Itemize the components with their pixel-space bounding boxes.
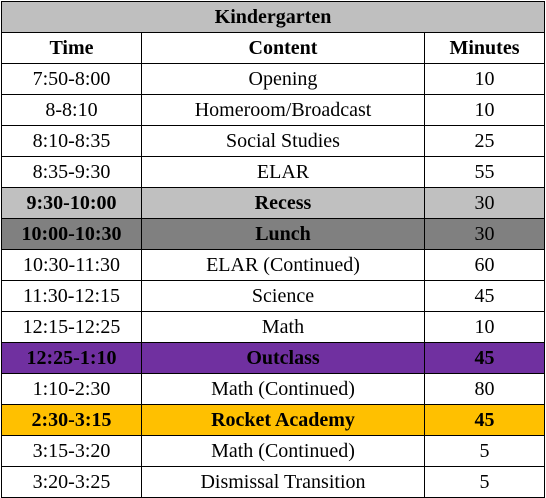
table-row — [2, 312, 545, 343]
minutes-cell: 45 — [425, 343, 545, 374]
content-column-header: Content — [142, 33, 425, 64]
content-cell: Rocket Academy — [142, 405, 425, 436]
time-column-header: Time — [2, 33, 142, 64]
lunch-row — [2, 219, 545, 250]
minutes-cell: 80 — [425, 374, 545, 405]
header-row — [2, 33, 545, 64]
time-cell: 7:50-8:00 — [2, 64, 142, 95]
content-cell: Recess — [142, 188, 425, 219]
time-cell: 12:15-12:25 — [2, 312, 142, 343]
table-row — [2, 374, 545, 405]
table-row — [2, 436, 545, 467]
table-row — [2, 467, 545, 498]
table-title: Kindergarten — [2, 2, 545, 33]
content-cell: Science — [142, 281, 425, 312]
time-cell: 8-8:10 — [2, 95, 142, 126]
outclass-row — [2, 343, 545, 374]
time-cell: 3:20-3:25 — [2, 467, 142, 498]
minutes-cell: 10 — [425, 312, 545, 343]
minutes-cell: 10 — [425, 64, 545, 95]
time-cell: 9:30-10:00 — [2, 188, 142, 219]
rocket-academy-row — [2, 405, 545, 436]
table-row — [2, 64, 545, 95]
time-cell: 2:30-3:15 — [2, 405, 142, 436]
content-cell: Math (Continued) — [142, 374, 425, 405]
minutes-cell: 45 — [425, 281, 545, 312]
content-cell: Opening — [142, 64, 425, 95]
time-cell: 8:35-9:30 — [2, 157, 142, 188]
minutes-cell: 30 — [425, 188, 545, 219]
time-cell: 8:10-8:35 — [2, 126, 142, 157]
time-cell: 11:30-12:15 — [2, 281, 142, 312]
content-cell: ELAR — [142, 157, 425, 188]
minutes-cell: 45 — [425, 405, 545, 436]
table-row — [2, 250, 545, 281]
content-cell: Lunch — [142, 219, 425, 250]
recess-row — [2, 188, 545, 219]
content-cell: Outclass — [142, 343, 425, 374]
minutes-cell: 25 — [425, 126, 545, 157]
minutes-cell: 55 — [425, 157, 545, 188]
time-cell: 10:30-11:30 — [2, 250, 142, 281]
table-row — [2, 95, 545, 126]
minutes-cell: 60 — [425, 250, 545, 281]
table-row — [2, 126, 545, 157]
title-row — [2, 2, 545, 33]
time-cell: 10:00-10:30 — [2, 219, 142, 250]
time-cell: 3:15-3:20 — [2, 436, 142, 467]
content-cell: Homeroom/Broadcast — [142, 95, 425, 126]
content-cell: Dismissal Transition — [142, 467, 425, 498]
minutes-cell: 5 — [425, 436, 545, 467]
table-row — [2, 157, 545, 188]
content-cell: Math — [142, 312, 425, 343]
content-cell: Social Studies — [142, 126, 425, 157]
time-cell: 1:10-2:30 — [2, 374, 142, 405]
content-cell: ELAR (Continued) — [142, 250, 425, 281]
content-cell: Math (Continued) — [142, 436, 425, 467]
minutes-cell: 10 — [425, 95, 545, 126]
minutes-column-header: Minutes — [425, 33, 545, 64]
minutes-cell: 5 — [425, 467, 545, 498]
table-row — [2, 281, 545, 312]
kindergarten-schedule-table — [1, 1, 545, 498]
time-cell: 12:25-1:10 — [2, 343, 142, 374]
minutes-cell: 30 — [425, 219, 545, 250]
